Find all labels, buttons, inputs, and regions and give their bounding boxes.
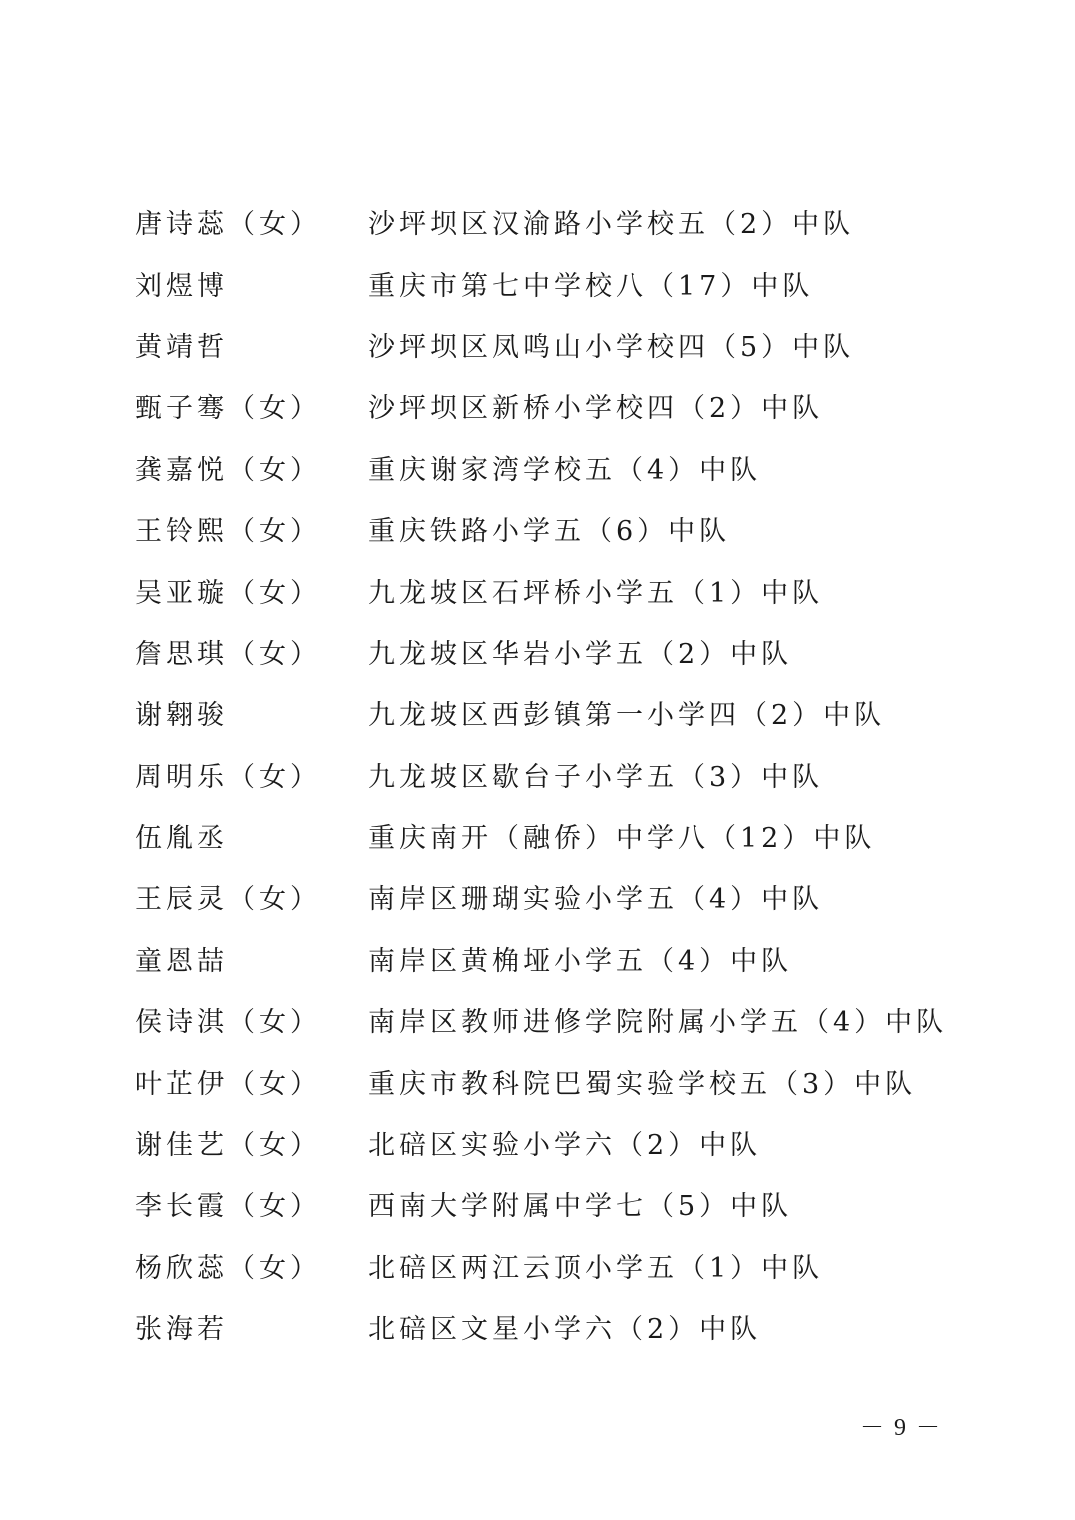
school-unit: 重庆铁路小学五（6）中队: [368, 516, 731, 548]
list-item: [135, 1235, 955, 1296]
school-unit: 沙坪坝区新桥小学校四（2）中队: [368, 393, 824, 425]
student-name: 黄靖哲: [135, 331, 228, 363]
student-name: 甄子骞（女）: [135, 393, 321, 425]
list-item: [135, 928, 955, 989]
student-name: 王铃熙（女）: [135, 516, 321, 548]
school-unit: 北碚区实验小学六（2）中队: [368, 1130, 762, 1162]
student-name: 龚嘉悦（女）: [135, 454, 321, 486]
list-item: [135, 1112, 955, 1173]
school-unit: 沙坪坝区汉渝路小学校五（2）中队: [368, 209, 855, 241]
list-item: [135, 989, 955, 1050]
school-unit: 西南大学附属中学七（5）中队: [368, 1191, 793, 1223]
school-unit: 南岸区教师进修学院附属小学五（4）中队: [368, 1007, 948, 1039]
student-name: 杨欣蕊（女）: [135, 1252, 321, 1284]
school-unit: 重庆市教科院巴蜀实验学校五（3）中队: [368, 1068, 917, 1100]
list-item: [135, 682, 955, 743]
student-name: 侯诗淇（女）: [135, 1007, 321, 1039]
student-name: 张海若: [135, 1314, 228, 1346]
list-item: [135, 621, 955, 682]
list-item: [135, 191, 955, 252]
student-name: 谢翱骏: [135, 700, 228, 732]
list-item: [135, 805, 955, 866]
student-name: 吴亚璇（女）: [135, 577, 321, 609]
school-unit: 南岸区黄桷垭小学五（4）中队: [368, 945, 793, 977]
student-name: 童恩喆: [135, 945, 228, 977]
student-name: 李长霞（女）: [135, 1191, 321, 1223]
list-item: [135, 744, 955, 805]
list-item: [135, 559, 955, 620]
page-number: － 9 －: [860, 1415, 942, 1441]
student-name: 叶芷伊（女）: [135, 1068, 321, 1100]
list-item: [135, 314, 955, 375]
school-unit: 九龙坡区西彭镇第一小学四（2）中队: [368, 700, 886, 732]
school-unit: 沙坪坝区凤鸣山小学校四（5）中队: [368, 331, 855, 363]
school-unit: 重庆谢家湾学校五（4）中队: [368, 454, 762, 486]
list-item: [135, 252, 955, 313]
list-item: [135, 498, 955, 559]
list-item: [135, 375, 955, 436]
school-unit: 九龙坡区石坪桥小学五（1）中队: [368, 577, 824, 609]
list-item: [135, 1050, 955, 1111]
student-name: 詹思琪（女）: [135, 638, 321, 670]
list-item: [135, 866, 955, 927]
name-list: [135, 191, 955, 1357]
school-unit: 北碚区两江云顶小学五（1）中队: [368, 1252, 824, 1284]
list-item: [135, 1173, 955, 1234]
student-name: 唐诗蕊（女）: [135, 209, 321, 241]
list-item: [135, 437, 955, 498]
school-unit: 南岸区珊瑚实验小学五（4）中队: [368, 884, 824, 916]
school-unit: 九龙坡区华岩小学五（2）中队: [368, 638, 793, 670]
student-name: 刘煜博: [135, 270, 228, 302]
school-unit: 重庆南开（融侨）中学八（12）中队: [368, 823, 876, 855]
school-unit: 北碚区文星小学六（2）中队: [368, 1314, 762, 1346]
school-unit: 九龙坡区歇台子小学五（3）中队: [368, 761, 824, 793]
school-unit: 重庆市第七中学校八（17）中队: [368, 270, 814, 302]
student-name: 谢佳艺（女）: [135, 1130, 321, 1162]
list-item: [135, 1296, 955, 1357]
student-name: 王辰灵（女）: [135, 884, 321, 916]
student-name: 伍胤丞: [135, 823, 228, 855]
student-name: 周明乐（女）: [135, 761, 321, 793]
